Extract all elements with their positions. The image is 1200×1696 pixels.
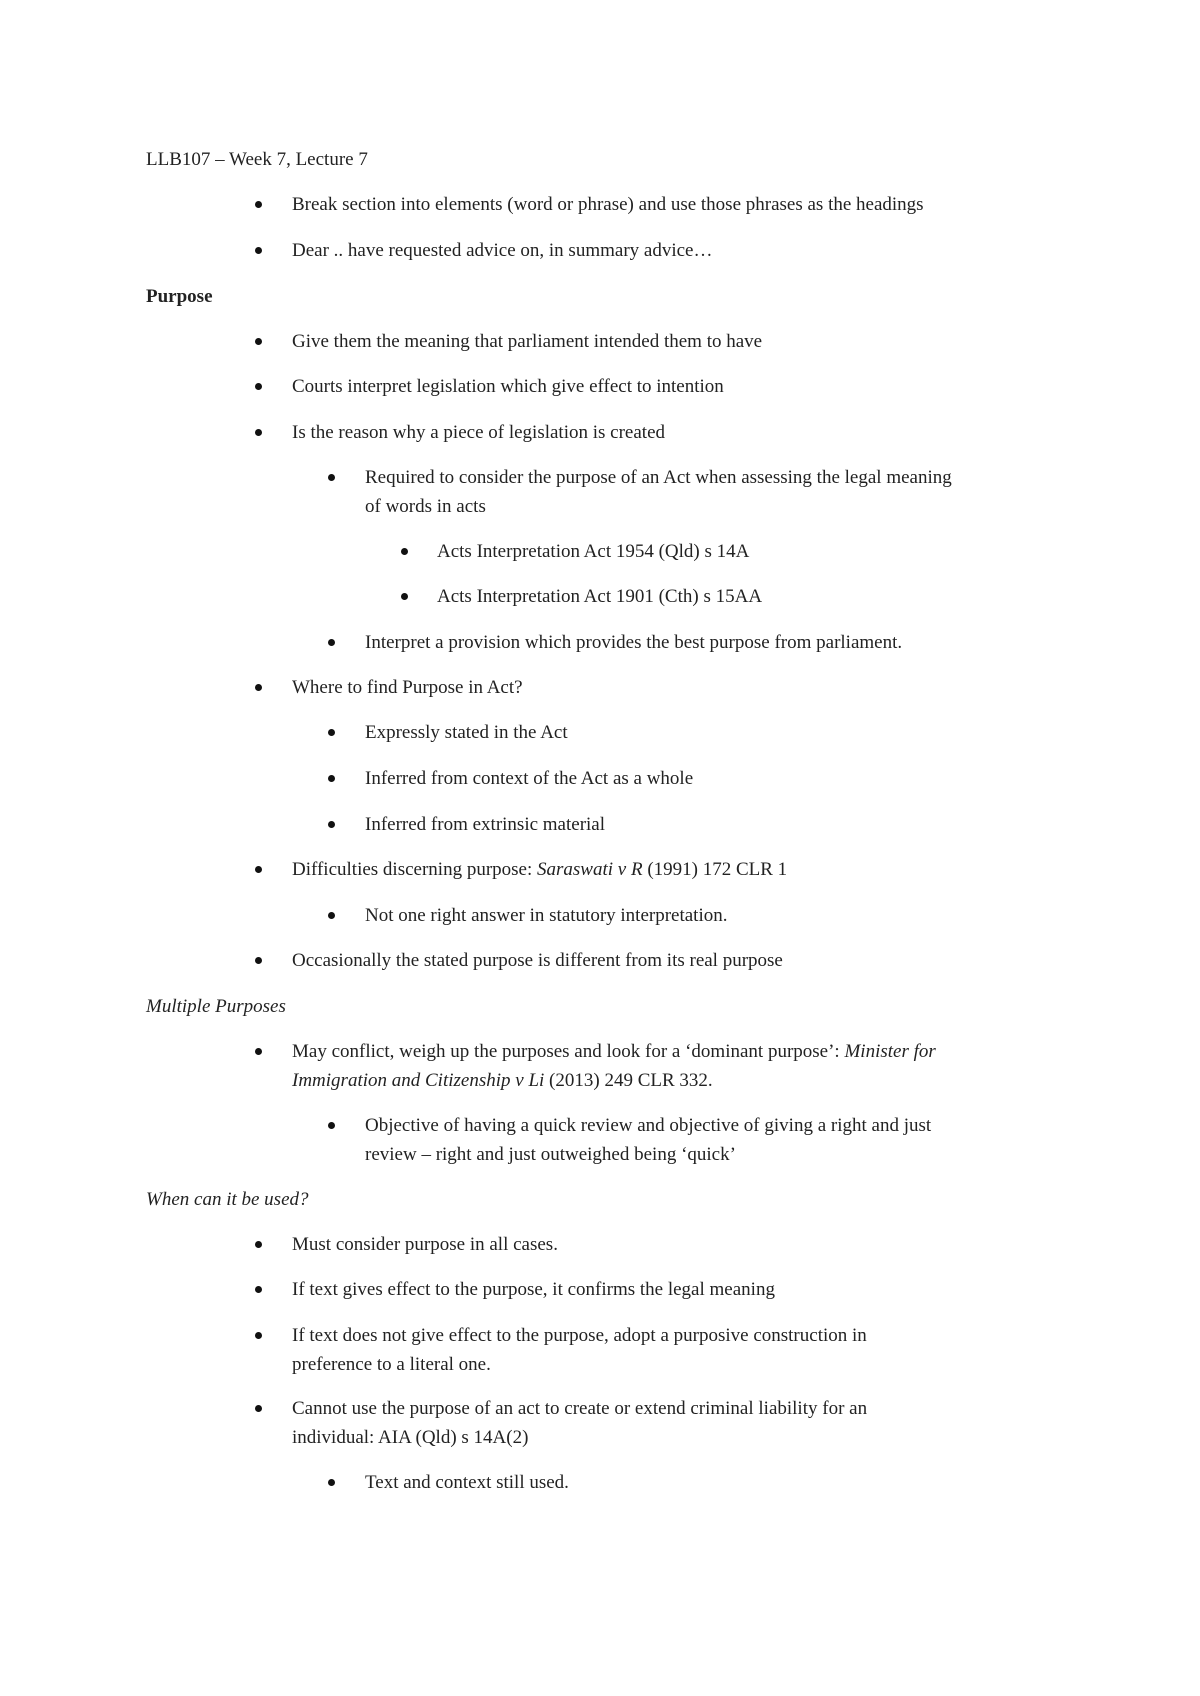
list-item: Courts interpret legislation which give effect to intention xyxy=(292,376,724,397)
bullet-icon xyxy=(328,775,335,782)
bullet-icon xyxy=(328,639,335,646)
list-item: Inferred from context of the Act as a whole xyxy=(365,768,694,789)
list-item-line: Required to consider the purpose of an Act when assessing the legal meaning xyxy=(365,467,952,488)
bullet-icon xyxy=(255,1286,262,1293)
list-item: Acts Interpretation Act 1954 (Qld) s 14A xyxy=(437,541,750,562)
list-item-line: review – right and just outweighed being ‘quick’ xyxy=(365,1144,736,1165)
list-item-line: of words in acts xyxy=(365,496,486,517)
bullet-icon xyxy=(328,912,335,919)
bullet-icon xyxy=(255,684,262,691)
citation: (2013) 249 CLR 332. xyxy=(544,1070,713,1091)
list-item: Dear .. have requested advice on, in summary advice… xyxy=(292,240,713,261)
list-item: Acts Interpretation Act 1901 (Cth) s 15AA xyxy=(437,586,763,607)
list-item: Interpret a provision which provides the best purpose from parliament. xyxy=(365,632,903,653)
list-item-line: Cannot use the purpose of an act to create or extend criminal liability for an xyxy=(292,1398,868,1419)
bullet-icon xyxy=(328,474,335,481)
list-item: Is the reason why a piece of legislation is created xyxy=(292,422,665,443)
text-run: May conflict, weigh up the purposes and look for a ‘dominant purpose’: xyxy=(292,1041,845,1062)
list-item-line: individual: AIA (Qld) s 14A(2) xyxy=(292,1427,529,1448)
list-item: Where to find Purpose in Act? xyxy=(292,677,523,698)
citation: (1991) 172 CLR 1 xyxy=(642,859,788,880)
list-item: Give them the meaning that parliament intended them to have xyxy=(292,331,763,352)
bullet-icon xyxy=(328,821,335,828)
bullet-icon xyxy=(255,201,262,208)
text-run: Difficulties discerning purpose: xyxy=(292,859,538,880)
bullet-icon xyxy=(255,1332,262,1339)
bullet-icon xyxy=(255,1048,262,1055)
case-name: Immigration and Citizenship v Li xyxy=(292,1070,545,1091)
list-item: Not one right answer in statutory interpretation. xyxy=(365,905,728,926)
bullet-icon xyxy=(255,1241,262,1248)
section-heading-purpose: Purpose xyxy=(146,286,213,307)
bullet-icon xyxy=(401,548,408,555)
bullet-icon xyxy=(328,729,335,736)
bullet-icon xyxy=(255,429,262,436)
document-title: LLB107 – Week 7, Lecture 7 xyxy=(146,149,368,170)
bullet-icon xyxy=(328,1122,335,1129)
list-item: If text gives effect to the purpose, it confirms the legal meaning xyxy=(292,1279,775,1300)
bullet-icon xyxy=(255,1405,262,1412)
bullet-icon xyxy=(328,1479,335,1486)
list-item: Must consider purpose in all cases. xyxy=(292,1234,558,1255)
list-item: Occasionally the stated purpose is different from its real purpose xyxy=(292,950,783,971)
bullet-icon xyxy=(255,957,262,964)
list-item-line xyxy=(292,1067,713,1095)
list-item-line xyxy=(292,1038,936,1066)
section-heading-multiple-purposes: Multiple Purposes xyxy=(146,996,286,1017)
bullet-icon xyxy=(255,338,262,345)
case-name: Minister for xyxy=(844,1041,936,1062)
list-item-line: preference to a literal one. xyxy=(292,1354,491,1375)
list-item: Expressly stated in the Act xyxy=(365,722,568,743)
section-heading-when: When can it be used? xyxy=(146,1189,309,1210)
bullet-icon xyxy=(401,593,408,600)
bullet-icon xyxy=(255,866,262,873)
case-name: Saraswati v R xyxy=(537,859,643,880)
list-item-difficulties xyxy=(292,856,787,884)
list-item-line: If text does not give effect to the purpose, adopt a purposive construction in xyxy=(292,1325,867,1346)
list-item: Break section into elements (word or phrase) and use those phrases as the headings xyxy=(292,194,924,215)
bullet-icon xyxy=(255,383,262,390)
list-item: Text and context still used. xyxy=(365,1472,569,1493)
list-item: Inferred from extrinsic material xyxy=(365,814,606,835)
bullet-icon xyxy=(255,247,262,254)
list-item-line: Objective of having a quick review and objective of giving a right and just xyxy=(365,1115,932,1136)
